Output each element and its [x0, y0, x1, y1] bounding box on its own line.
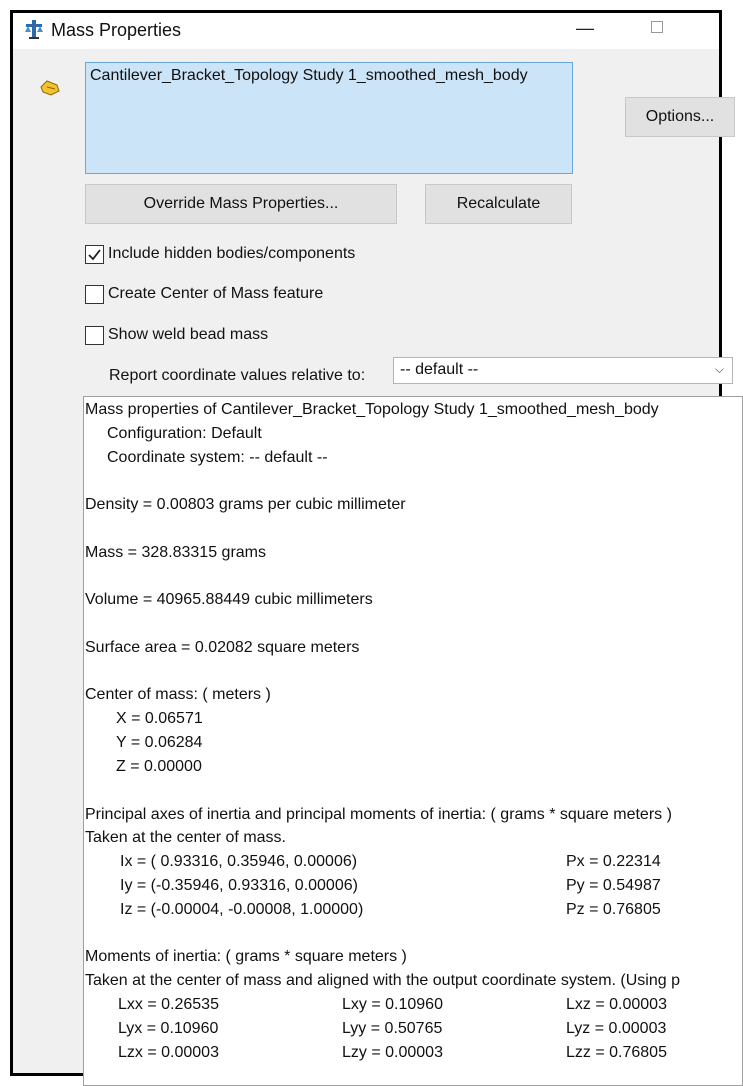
- lzx-line: Lzx = 0.00003: [118, 1044, 219, 1061]
- selected-body[interactable]: Cantilever_Bracket_Topology Study 1_smoothed_mesh_body: [90, 67, 528, 84]
- override-mass-properties-button[interactable]: Override Mass Properties...: [85, 184, 397, 224]
- configuration-line: Configuration: Default: [107, 425, 262, 442]
- com-z-line: Z = 0.00000: [116, 758, 202, 775]
- center-of-mass-label: Create Center of Mass feature: [108, 285, 324, 302]
- chevron-down-icon: ⌵: [714, 362, 724, 376]
- center-of-mass-title: Center of mass: ( meters ): [85, 686, 271, 703]
- py-line: Py = 0.54987: [566, 877, 661, 894]
- lyy-line: Lyy = 0.50765: [342, 1020, 443, 1037]
- iy-line: Iy = (-0.35946, 0.93316, 0.00006): [120, 877, 358, 894]
- surface-area-line: Surface area = 0.02082 square meters: [85, 639, 360, 656]
- minimize-button[interactable]: —: [576, 18, 594, 38]
- weld-bead-checkbox[interactable]: [85, 326, 104, 345]
- include-hidden-checkbox[interactable]: [85, 245, 104, 264]
- include-hidden-label: Include hidden bodies/components: [108, 245, 356, 262]
- include-hidden-checkbox-row[interactable]: [85, 242, 355, 266]
- recalculate-button[interactable]: Recalculate: [425, 184, 572, 224]
- density-line: Density = 0.00803 grams per cubic millimeter: [85, 496, 406, 513]
- lzz-line: Lzz = 0.76805: [566, 1044, 667, 1061]
- ix-line: Ix = ( 0.93316, 0.35946, 0.00006): [120, 853, 358, 870]
- principal-taken-line: Taken at the center of mass.: [85, 829, 286, 846]
- com-y-line: Y = 0.06284: [116, 734, 203, 751]
- lyz-line: Lyz = 0.00003: [566, 1020, 667, 1037]
- checkmark-icon: [87, 247, 102, 262]
- lxz-line: Lxz = 0.00003: [566, 996, 667, 1013]
- pz-line: Pz = 0.76805: [566, 901, 661, 918]
- report-coordinate-label: Report coordinate values relative to:: [109, 367, 366, 384]
- coordinate-system-select[interactable]: [393, 357, 733, 384]
- mass-properties-window: [10, 10, 722, 1076]
- mass-line: Mass = 328.83315 grams: [85, 544, 266, 561]
- weld-bead-checkbox-row[interactable]: [85, 323, 268, 347]
- moments-taken-line: Taken at the center of mass and aligned with the output coordinate system. (Using p: [85, 972, 680, 989]
- lyx-line: Lyx = 0.10960: [118, 1020, 219, 1037]
- lxy-line: Lxy = 0.10960: [342, 996, 443, 1013]
- title-bar: [13, 13, 719, 49]
- center-of-mass-checkbox-row[interactable]: [85, 282, 323, 306]
- maximize-button[interactable]: [651, 21, 663, 33]
- weld-bead-label: Show weld bead mass: [108, 326, 269, 343]
- results-panel[interactable]: [83, 396, 743, 1086]
- results-header: Mass properties of Cantilever_Bracket_Topology Study 1_smoothed_mesh_body: [85, 401, 659, 418]
- volume-line: Volume = 40965.88449 cubic millimeters: [85, 591, 373, 608]
- lxx-line: Lxx = 0.26535: [118, 996, 219, 1013]
- principal-axes-title: Principal axes of inertia and principal moments of inertia: ( grams * square meters ): [85, 806, 672, 823]
- center-of-mass-checkbox[interactable]: [85, 285, 104, 304]
- iz-line: Iz = (-0.00004, -0.00008, 1.00000): [120, 901, 364, 918]
- mass-properties-icon: [23, 18, 45, 40]
- options-button[interactable]: Options...: [625, 97, 735, 137]
- selection-hand-icon: [39, 77, 61, 97]
- coordinate-system-line: Coordinate system: -- default --: [107, 449, 328, 466]
- com-x-line: X = 0.06571: [116, 710, 203, 727]
- window-title: Mass Properties: [51, 20, 182, 40]
- coordinate-system-value: -- default --: [400, 361, 479, 378]
- lzy-line: Lzy = 0.00003: [342, 1044, 443, 1061]
- selection-list[interactable]: [85, 62, 573, 174]
- px-line: Px = 0.22314: [566, 853, 661, 870]
- moments-title: Moments of inertia: ( grams * square meters ): [85, 948, 407, 965]
